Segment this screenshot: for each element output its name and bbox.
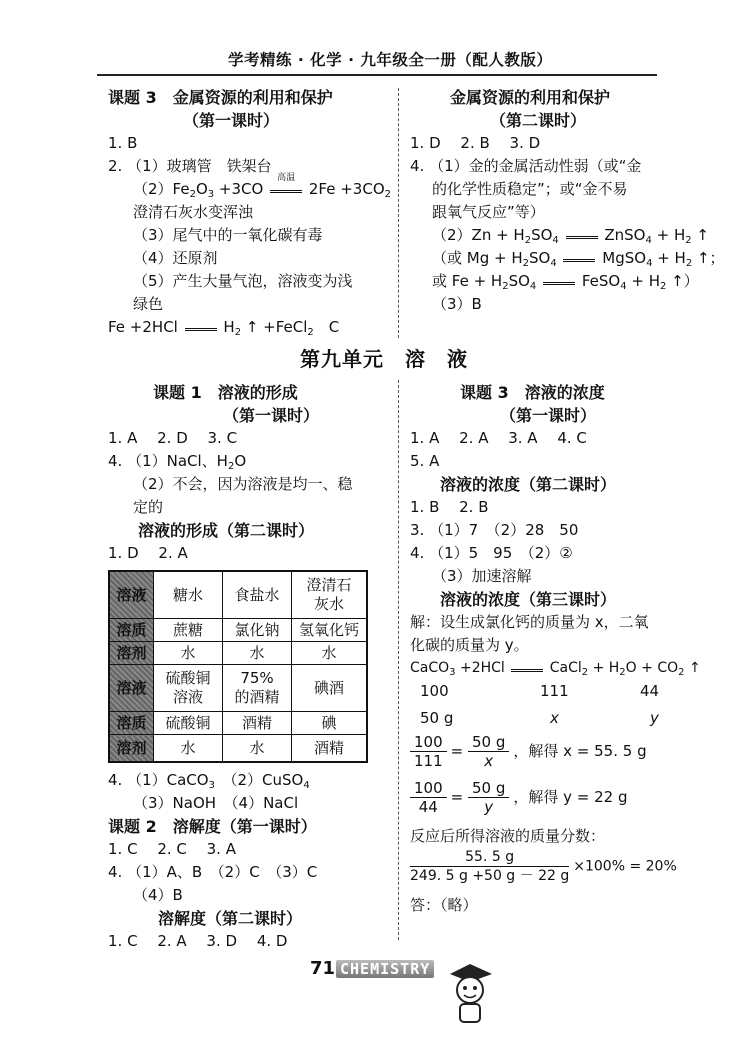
table-row-header: 溶剂 (109, 642, 154, 665)
proportion-line (410, 779, 701, 825)
reaction-sign (183, 316, 219, 339)
cell-text: 75%的酒精 (234, 669, 280, 706)
eq-text: O + CO (625, 660, 679, 676)
answer-line: 澄清石灰水变浑浊 (133, 203, 254, 221)
table-cell: 蔗糖 (154, 619, 223, 642)
eq-text: 2Fe +3CO (308, 180, 385, 198)
answer-line: （3）尾气中的一氧化碳有毒 (133, 226, 323, 244)
answer-line: 绿色 (133, 295, 164, 313)
table-cell: 水 (223, 642, 292, 665)
table-cell: 酒精 (223, 712, 292, 735)
answer-line: 4. （1）5 95 （2）② (410, 544, 573, 562)
eq-text: C (313, 318, 340, 336)
denominator: 249. 5 g +50 g － 22 g (410, 868, 570, 884)
eq-sub: 4 (646, 258, 653, 269)
answer-line: （4）还原剂 (133, 249, 218, 267)
eq-text: 或 Fe + H (432, 272, 503, 290)
table-row (109, 712, 367, 735)
eq-text: Fe +2HCl (108, 318, 178, 336)
answer-line: 3. （1）7 （2）28 50 (410, 521, 579, 539)
answer-line: 1. A 2. D 3. C (108, 429, 238, 447)
section-subtitle: （第一课时） (183, 111, 280, 130)
column-divider-top (398, 88, 399, 338)
eq-sub: 2 (234, 327, 242, 338)
table-cell: 氯化钠 (223, 619, 292, 642)
table-row-header: 溶质 (109, 619, 154, 642)
eq-sub: 4 (303, 780, 310, 791)
eq-text: O (195, 180, 208, 198)
answer-line: （3）B (432, 295, 482, 313)
denominator: 111 (414, 752, 443, 770)
header-rule (97, 74, 657, 76)
numerator: 100 (410, 779, 447, 798)
top-left-section (108, 86, 391, 339)
chemistry-logo: CHEMISTRY (336, 960, 434, 978)
eq-sub: 2 (524, 235, 532, 246)
eq-sub: 2 (307, 327, 314, 338)
bottom-right-section (410, 381, 701, 917)
eq-text: （2）Zn + H (432, 226, 525, 244)
answer-line: （2）不会，因为溶液是均一、稳 (133, 475, 353, 493)
section-title: 课题 3 金属资源的利用和保护 (108, 88, 333, 107)
answer-line: 反应后所得溶液的质量分数： (410, 827, 606, 845)
eq-text: （或 Mg + H (432, 249, 523, 267)
table-cell: 食盐水 (223, 571, 292, 619)
eq-text: ↑； (692, 249, 725, 267)
answer-line: 解：设生成氯化钙的质量为 x，二氧 (410, 613, 649, 631)
answer-line: 1. D 2. B 3. D (410, 134, 541, 152)
equation-line (410, 270, 725, 293)
given-mass-row (410, 703, 701, 733)
table-row (109, 665, 367, 712)
mass-variable: x (550, 709, 559, 727)
eq-sub: 4 (645, 235, 652, 246)
top-right-section (410, 86, 725, 316)
numerator: 50 g (468, 733, 509, 752)
numerator: 50 g (468, 779, 509, 798)
table-cell (154, 665, 223, 712)
section-title: 溶解度（第二课时） (158, 909, 303, 928)
result-text: ，解得 y = 22 g (513, 788, 628, 806)
numerator: 55. 5 g (410, 848, 569, 867)
table-row (109, 619, 367, 642)
denominator: 44 (418, 798, 438, 816)
column-divider-bottom (398, 380, 399, 940)
answer-line: 跟氧气反应”等） (432, 203, 545, 221)
eq-sub: 4 (550, 258, 557, 269)
eq-sub: 2 (384, 189, 392, 200)
eq-text: + H (588, 660, 620, 676)
table-cell: 水 (223, 735, 292, 763)
answer-line: 1. D 2. A (108, 544, 188, 562)
table-row-header: 溶剂 (109, 735, 154, 763)
answer-line (108, 769, 317, 792)
eq-text: + H (626, 272, 660, 290)
section-title: 溶液的浓度（第二课时） (440, 475, 617, 494)
eq-text: + H (651, 226, 686, 244)
table-cell: 碘 (292, 712, 368, 735)
eq-text: ↑ +FeCl (241, 318, 308, 336)
eq-sub: 2 (227, 461, 235, 472)
answer-line: （5）产生大量气泡，溶液变为浅 (133, 272, 353, 290)
eq-sub: 4 (552, 235, 559, 246)
table-row-header: 溶质 (109, 712, 154, 735)
eq-text: SO (531, 226, 553, 244)
reaction-sign (564, 224, 600, 247)
section-title: 课题 2 溶解度（第一课时） (108, 817, 317, 836)
eq-sub: 2 (678, 667, 685, 678)
answer-line: 1. B 2. B (410, 498, 489, 516)
table-cell: 酒精 (292, 735, 368, 763)
eq-text: 4. （1）CaCO (108, 771, 209, 789)
section-title: 金属资源的利用和保护 (450, 88, 611, 107)
reaction-sign (509, 657, 545, 680)
equation-line (410, 247, 725, 270)
table-row-header: 溶液 (109, 665, 154, 712)
eq-text: ZnSO (604, 226, 646, 244)
equals-sign: = (450, 742, 464, 760)
eq-sub: 2 (581, 667, 589, 678)
answer-line: 4. （1）A、B （2）C （3）C (108, 863, 318, 881)
table-cell: 碘酒 (292, 665, 368, 712)
table-cell: 水 (292, 642, 368, 665)
section-subtitle: （第一课时） (500, 406, 597, 425)
table-cell: 氢氧化钙 (292, 619, 368, 642)
equation-line (108, 316, 391, 339)
fraction (468, 779, 509, 816)
solution-table (108, 570, 368, 763)
answer-line: 4. （1）金的金属活动性弱（或“金 (410, 157, 642, 175)
answer-line: 的化学性质稳定”；或“金不易 (432, 180, 628, 198)
page-number: 71 (310, 958, 336, 979)
eq-text: 4. （1）NaCl、H (108, 452, 228, 470)
eq-text: SO (529, 249, 551, 267)
reaction-sign (541, 270, 577, 293)
mascot-icon (440, 960, 500, 1030)
section-title: 课题 1 溶液的形成 (153, 383, 298, 402)
answer-line: 化碳的质量为 y。 (410, 636, 529, 654)
fraction (410, 848, 569, 885)
fraction (468, 733, 509, 770)
eq-text: SO (508, 272, 530, 290)
answer-line: 1. C 2. C 3. A (108, 840, 236, 858)
eq-text: ↑） (666, 272, 699, 290)
section-title: 溶液的形成（第二课时） (138, 521, 315, 540)
eq-sub: 2 (522, 258, 529, 269)
eq-sub: 2 (619, 667, 626, 678)
table-row-header: 溶液 (109, 571, 154, 619)
answer-line: 定的 (133, 498, 164, 516)
table-cell: 水 (154, 735, 223, 763)
table-cell: 糖水 (154, 571, 223, 619)
table-row (109, 642, 367, 665)
eq-text: CaCO (410, 660, 450, 676)
unit-title: 第九单元 溶 液 (300, 347, 468, 371)
reaction-sign (268, 173, 304, 201)
cell-text: 澄清石灰水 (306, 576, 352, 613)
table-row (109, 735, 367, 763)
eq-sub: 2 (189, 189, 196, 200)
eq-text: FeSO (581, 272, 621, 290)
eq-text: MgSO (602, 249, 647, 267)
molar-mass-row (410, 680, 701, 703)
eq-text: H (223, 318, 235, 336)
result-text: ×100% = 20% (573, 858, 677, 875)
page-header: 学考精练 · 化学 · 九年级全一册（配人教版） (228, 51, 553, 69)
table-row (109, 571, 367, 619)
equation-line (410, 657, 701, 680)
eq-sub: 3 (208, 780, 215, 791)
denominator: y (484, 798, 494, 816)
eq-sub: 4 (620, 281, 627, 292)
eq-sub: 4 (529, 281, 537, 292)
section-title: 溶液的浓度（第三课时） (440, 590, 617, 609)
mass-value: 111 (540, 682, 569, 700)
eq-text: ↑ (691, 226, 709, 244)
section-subtitle: （第二课时） (490, 111, 587, 130)
mass-value: 100 (420, 682, 449, 700)
section-title: 课题 3 溶液的浓度 (460, 383, 605, 402)
fraction (410, 733, 447, 770)
eq-text: （2）Fe (133, 180, 190, 198)
eq-text: + H (652, 249, 686, 267)
table-cell: 硫酸铜 (154, 712, 223, 735)
answer-line: （4）B (133, 886, 183, 904)
answer-line: （3）NaOH （4）NaCl (133, 794, 299, 812)
answer-line: 1. B (108, 134, 138, 152)
answer-line: 2. （1）玻璃管 铁架台 (108, 157, 272, 175)
denominator: x (484, 752, 494, 770)
eq-sub: 2 (502, 281, 509, 292)
mass-value: 44 (640, 682, 660, 700)
cell-text: 硫酸铜溶液 (165, 669, 211, 706)
answer-line: 答：（略） (410, 896, 478, 914)
answer-line (108, 450, 353, 473)
answer-line: 1. C 2. A 3. D 4. D (108, 932, 288, 950)
equation-line (108, 173, 392, 201)
bottom-left-section (108, 381, 353, 588)
reaction-sign (561, 247, 597, 270)
table-cell (223, 665, 292, 712)
eq-text: +2HCl (455, 660, 505, 676)
eq-sub: 2 (659, 281, 667, 292)
mass-value: 50 g (420, 709, 454, 727)
reaction-condition: 高温 (277, 173, 296, 183)
eq-text: CaCl (549, 660, 582, 676)
eq-sub: 3 (449, 667, 456, 678)
table-cell (292, 571, 368, 619)
numerator: 100 (410, 733, 447, 752)
mass-variable: y (650, 709, 659, 727)
bottom-left-section-2 (108, 769, 317, 953)
eq-sub: 2 (685, 235, 692, 246)
answer-line: （3）加速溶解 (432, 567, 532, 585)
eq-text: +3CO (214, 180, 264, 198)
eq-sub: 3 (207, 189, 215, 200)
eq-text: O (234, 452, 247, 470)
table-cell: 水 (154, 642, 223, 665)
answer-line: 1. A 2. A 3. A 4. C (410, 429, 587, 447)
eq-text: （2）CuSO (214, 771, 304, 789)
answer-line: 5. A (410, 452, 440, 470)
eq-sub: 2 (685, 258, 693, 269)
equation-line (410, 224, 725, 247)
proportion-line (410, 733, 701, 779)
fraction (410, 779, 447, 816)
result-text: ，解得 x = 55. 5 g (513, 742, 647, 760)
fraction-line (410, 848, 701, 894)
eq-text: ↑ (684, 660, 701, 676)
equals-sign: = (450, 788, 464, 806)
section-subtitle: （第一课时） (223, 406, 320, 425)
